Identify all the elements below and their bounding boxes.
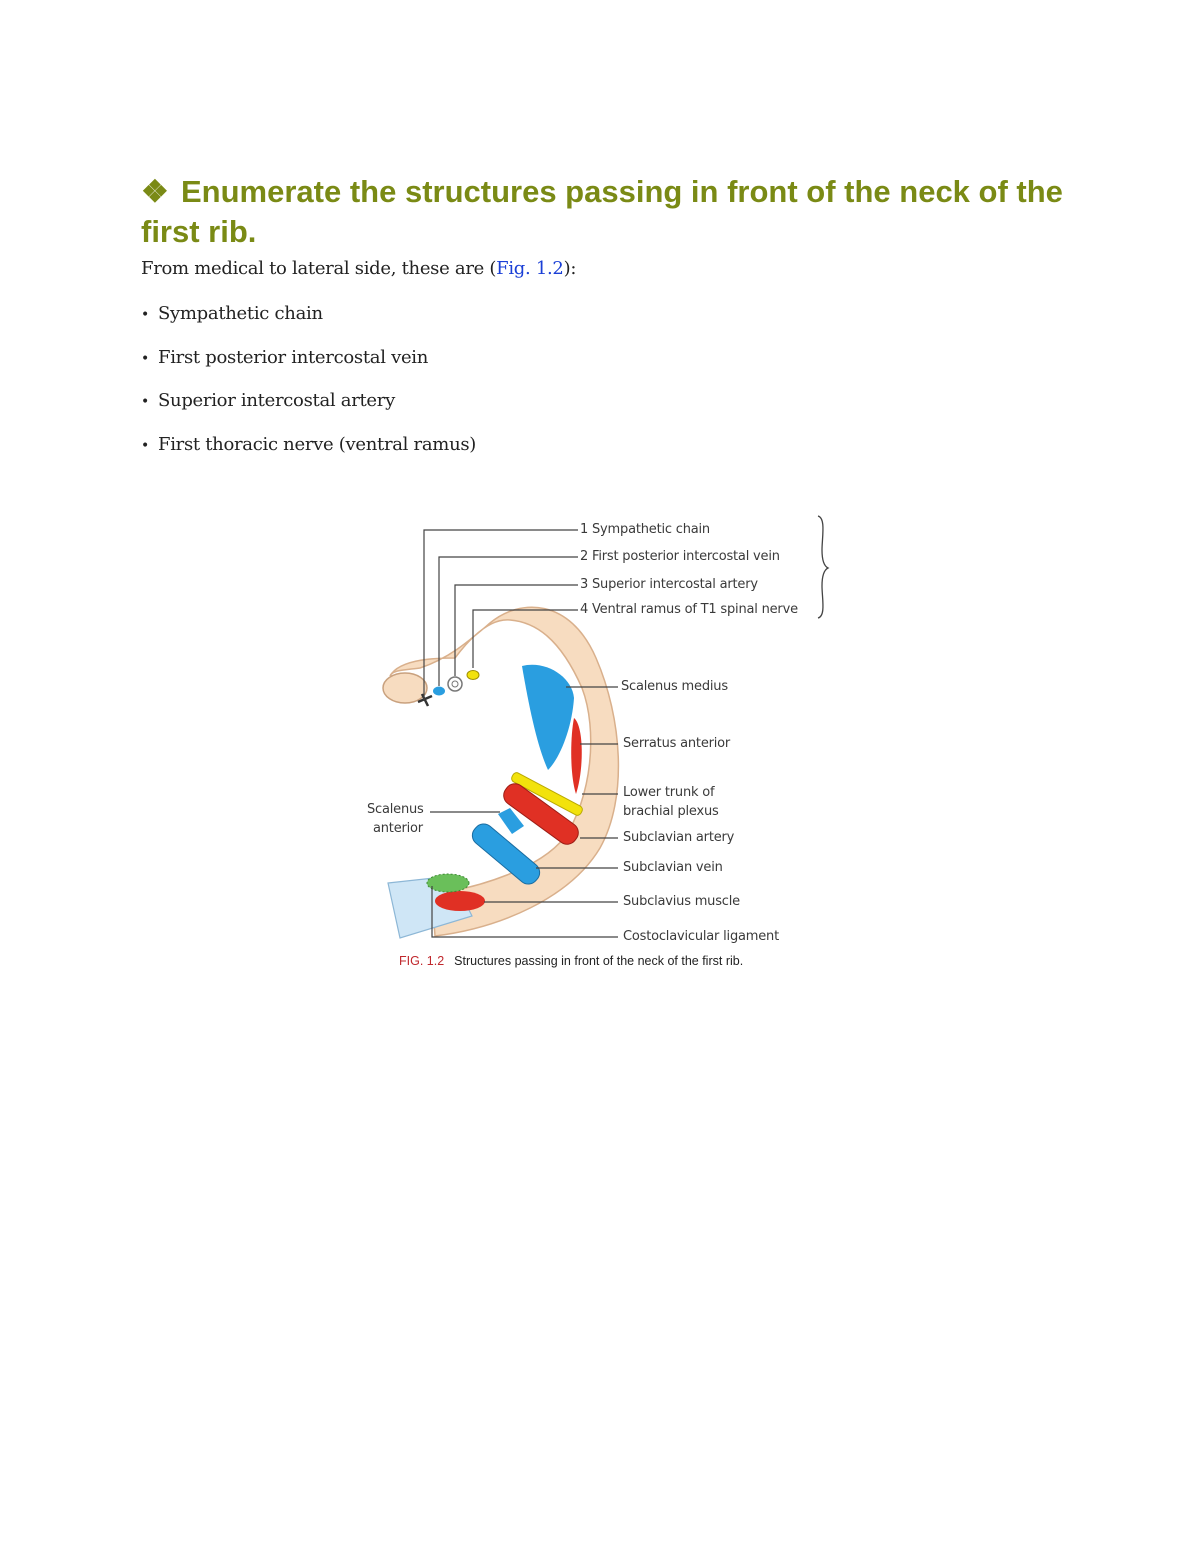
- label-subclavian-vein: Subclavian vein: [623, 860, 723, 875]
- serratus-anterior-area: [571, 718, 582, 794]
- caption-label: FIG. 1.2: [399, 954, 445, 968]
- label-ventral-ramus: 4 Ventral ramus of T1 spinal nerve: [580, 602, 798, 617]
- list-item-text: Superior intercostal artery: [158, 390, 395, 411]
- bullet-icon: •: [141, 394, 149, 410]
- list-item-text: Sympathetic chain: [158, 303, 323, 324]
- label-subclavian-artery: Subclavian artery: [623, 830, 735, 845]
- bullet-icon: •: [141, 437, 149, 454]
- rib-head: [383, 673, 427, 703]
- artery-ring: [448, 677, 462, 691]
- label-costoclavicular-ligament: Costoclavicular ligament: [623, 929, 779, 944]
- label-lower-trunk-line1: Lower trunk of: [623, 785, 715, 800]
- nerve-dot: [467, 671, 479, 680]
- label-lower-trunk-line2: brachial plexus: [623, 804, 719, 819]
- intro-sentence: [141, 258, 576, 279]
- label-scalenus-medius: Scalenus medius: [621, 679, 728, 694]
- costoclavicular-shape: [427, 874, 469, 892]
- list-item: [141, 387, 476, 431]
- list-item-text: First thoracic nerve (ventral ramus): [158, 433, 477, 455]
- subclavius-shape: [435, 891, 485, 911]
- figure-reference-link[interactable]: Fig. 1.2: [496, 258, 564, 279]
- diamond-bullet-icon: ❖: [141, 174, 169, 209]
- label-sympathetic-chain: 1 Sympathetic chain: [580, 522, 710, 537]
- list-item: [141, 344, 476, 388]
- bullet-icon: •: [141, 350, 149, 367]
- list-item: [141, 431, 476, 475]
- scalenus-medius-area: [522, 665, 574, 770]
- question-heading: [141, 172, 1071, 252]
- intro-text-after: ):: [563, 258, 577, 279]
- vein-dot: [433, 687, 445, 696]
- intro-text-before: From medical to lateral side, these are (: [141, 258, 497, 279]
- label-scalenus-anterior-line2: anterior: [373, 821, 423, 836]
- list-item: [141, 300, 476, 344]
- brace: [818, 516, 828, 618]
- structures-list: [141, 300, 476, 474]
- heading-text: Enumerate the structures passing in front of the neck of the first rib.: [141, 174, 1063, 249]
- bullet-icon: •: [141, 307, 149, 323]
- label-posterior-intercostal-vein: 2 First posterior intercostal vein: [580, 549, 780, 564]
- list-item-text: First posterior intercostal vein: [158, 346, 429, 368]
- figure-caption: [399, 954, 743, 968]
- label-scalenus-anterior-line1: Scalenus: [367, 802, 424, 817]
- label-serratus-anterior: Serratus anterior: [623, 736, 731, 751]
- caption-text: Structures passing in front of the neck of the first rib.: [454, 954, 744, 968]
- label-superior-intercostal-artery: 3 Superior intercostal artery: [580, 577, 758, 592]
- label-subclavius-muscle: Subclavius muscle: [623, 894, 740, 909]
- figure-first-rib: [360, 508, 840, 978]
